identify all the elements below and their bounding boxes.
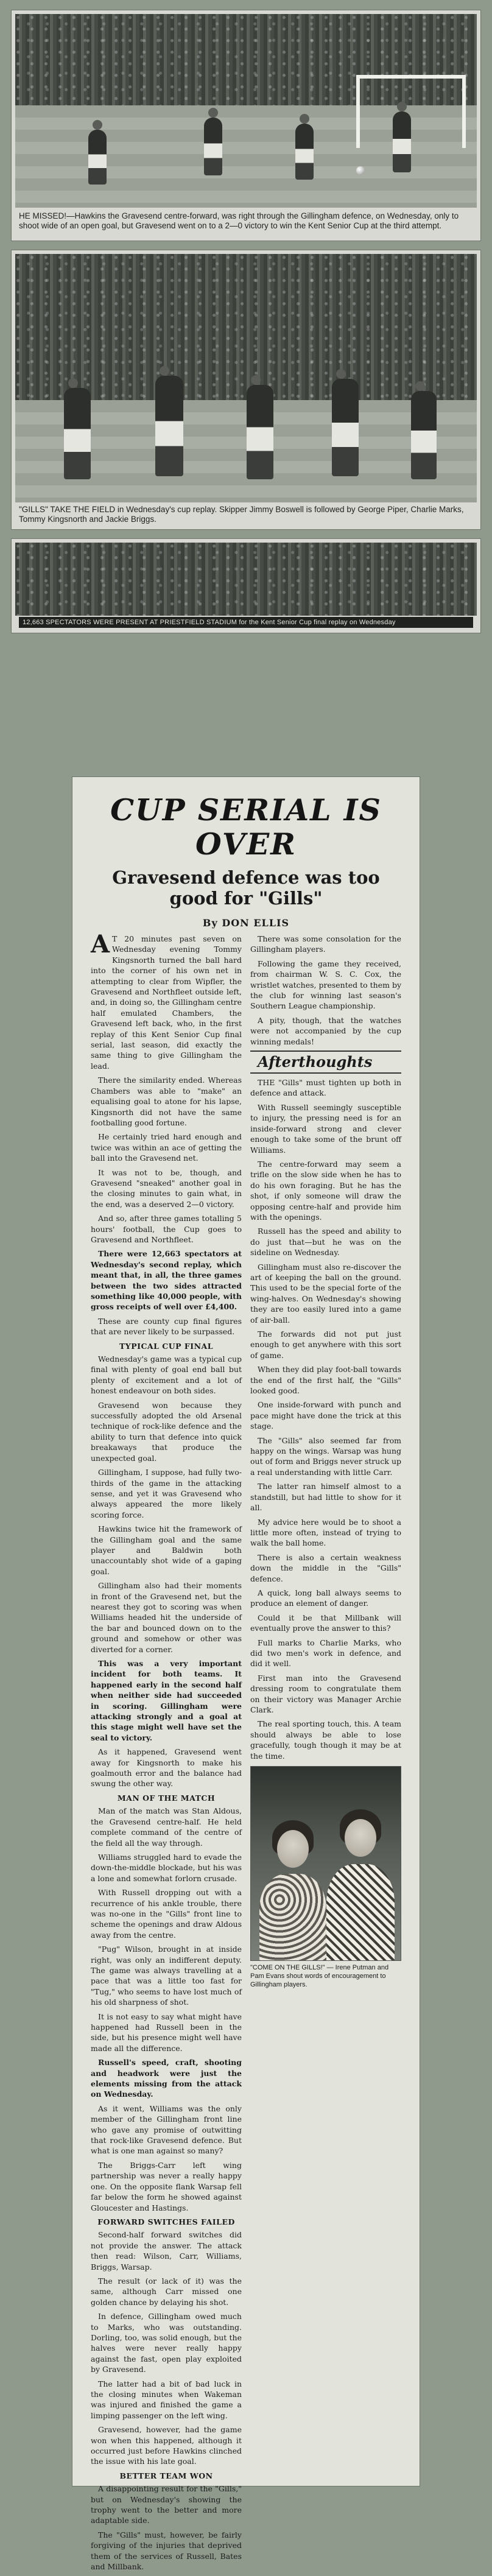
article-paragraph: Hawkins twice hit the framework of the Gillingham goal and the same player and Baldwin both unaccountably shot wide of a gaping goal.: [91, 1524, 242, 1576]
drop-cap: A: [91, 930, 110, 959]
spectators-photo: [15, 543, 477, 616]
photo-caption-1: HE MISSED!—Hawkins the Gravesend centre-forward, was right through the Gillingham defence, on Wednesday, only to shoot wide of an open goal, but Gravesend went on to a 2—0 victory to win the Kent Senior Cup at the third attempt.: [19, 211, 459, 230]
article: [72, 776, 420, 2572]
article-paragraph: Russell's speed, craft, shooting and headwork were just the elements missing from the attack on Wednesday.: [91, 2058, 242, 2099]
article-paragraph: With Russell seemingly susceptible to injury, the pressing need is for an inside-forward strong and clever enough to take some of the brunt off Williams.: [250, 1102, 401, 1155]
article-columns: [91, 930, 402, 2576]
article-paragraph: There were 12,663 spectators at Wednesday's second replay, which meant that, in all, the three games between the two sides attracted something like 40,000 people, with gross receipts of well over £4,400.: [91, 1249, 242, 1312]
article-paragraph: When they did play foot-ball towards the end of the first half, the "Gills" looked good.: [250, 1365, 401, 1396]
photo-card-2: [11, 250, 481, 530]
afterthoughts-heading: Afterthoughts: [250, 1050, 401, 1074]
article-paragraph: The real sporting touch, this. A team should always be able to lose gracefully, tough though it may be at the time.: [250, 1719, 401, 1761]
article-paragraph: The "Gills" also seemed far from happy on the wings. Warsap was hung out of form and Briggs never struck up a real understanding with little Carr.: [250, 1435, 401, 1477]
article-paragraph: It is not easy to say what might have happened had Russell been in the side, but his presence might well have made all the difference.: [91, 2011, 242, 2053]
article-paragraph: In defence, Gillingham owed much to Marks, who was outstanding. Dorling, too, was solid enough, but the halves were never really happy against the fast, open play exploited by Gravesend.: [91, 2312, 242, 2374]
supporters-photo-caption: "COME ON THE GILLS!" — Irene Putman and Pam Evans shout words of encouragement to Gillingham players.: [250, 1964, 389, 1989]
article-column-2: [250, 934, 401, 1989]
article-paragraph: There is also a certain weakness down the middle in the "Gills" defence.: [250, 1552, 401, 1583]
photo-caption-3: 12,663 SPECTATORS WERE PRESENT AT PRIESTFIELD STADIUM for the Kent Senior Cup final replay on Wednesday: [19, 617, 473, 628]
article-paragraph: These are county cup final figures that are never likely to be surpassed.: [91, 1316, 242, 1337]
team-take-field-photo: [15, 254, 477, 502]
article-paragraph: He certainly tried hard enough and twice was within an ace of getting the ball into the Gravesend net.: [91, 1132, 242, 1163]
article-paragraph: A disappointing result for the "Gills," but on Wednesday's showing the trophy went to the better and more adaptable side.: [91, 2484, 242, 2525]
article-paragraph: This was a very important incident for both teams. It happened early in the second half when neither side had succeeded in scoring. Gillingham were attacking strongly and a goal at this stage might well have set the seal to victory.: [91, 1659, 242, 1742]
photo-caption-2: "GILLS" TAKE THE FIELD in Wednesday's cup replay. Skipper Jimmy Boswell is followed by George Piper, Charlie Marks, Tommy Kingsnorth and Jackie Briggs.: [19, 505, 464, 524]
photo-card-1: [11, 10, 481, 241]
article-paragraph: One inside-forward with punch and pace might have done the trick at this stage.: [250, 1400, 401, 1431]
article-paragraph: Wednesday's game was a typical cup final with plenty of goal end ball but plenty of excitement and a lot of honest endeavour on both sides.: [91, 1354, 242, 1396]
article-paragraph: And so, after three games totalling 5 hours' football, the Cup goes to Gravesend and Northfleet.: [91, 1214, 242, 1244]
article-paragraph: Full marks to Charlie Marks, who did two men's work in defence, and did it well.: [250, 1638, 401, 1669]
article-paragraph: The centre-forward may seem a trifle on the slow side when he has to do his own foraging. But he has the shot, if only someone will draw the opposing centre-half and provide him with the openings.: [250, 1159, 401, 1222]
section-heading: MAN OF THE MATCH: [117, 1793, 216, 1803]
article-paragraph: It was not to be, though, and Gravesend "sneaked" another goal in the closing minutes to gain what, in the end, was a deserved 2—0 victory.: [91, 1167, 242, 1209]
article-paragraph: The forwards did not put just enough to get anywhere with this sort of game.: [250, 1329, 401, 1360]
article-paragraph: First man into the Gravesend dressing room to congratulate them on their victory was Manager Archie Clark.: [250, 1673, 401, 1714]
supporter-figure: [259, 1802, 326, 1960]
article-paragraph: The Briggs-Carr left wing partnership was never a really happy one. On the opposite flank Warsap fell far below the form he showed against Gloucester and Hastings.: [91, 2160, 242, 2212]
article-paragraph: With Russell dropping out with a recurrence of his ankle trouble, there was no-one in the "Gills" front line to scheme the openings and draw Aldous away from the centre.: [91, 1888, 242, 1940]
article-paragraph: A quick, long ball always seems to produce an element of danger.: [250, 1588, 401, 1608]
article-paragraph: THE "Gills" must tighten up both in defence and attack.: [250, 1078, 401, 1098]
article-paragraph: The result (or lack of it) was the same, although Carr missed one golden chance by delaying his shot.: [91, 2276, 242, 2307]
article-paragraph: The "Gills" must, however, be fairly forgiving of the injuries that deprived them of the services of Russell, Bates and Millbank.: [91, 2530, 242, 2572]
supporters-photo: [250, 1766, 401, 1961]
article-paragraph: Following the game they received, from chairman W. S. C. Cox, the wristlet watches, presented to them by the club for winning last season's Southern League championship.: [250, 959, 402, 1011]
article-paragraph: A pity, though, that the watches were not accompanied by the cup winning medals!: [250, 1015, 401, 1046]
headline: CUP SERIAL IS OVER: [110, 792, 382, 862]
article-paragraph: Gillingham, I suppose, had fully two-thirds of the game in the attacking sense, and yet it was Gravesend who always appeared the more likely scoring force.: [91, 1468, 242, 1519]
supporter-figure: [326, 1796, 395, 1960]
article-paragraph: "Pug" Wilson, brought in at inside right, was only an indifferent deputy. The game was always travelling at a pace that was a little too fast for "Tug," who seems to have lost much of his old sharpness of shot.: [91, 1944, 242, 2007]
byline: By DON ELLIS: [202, 917, 290, 929]
article-paragraph: Russell has the speed and ability to do just that—but he was on the sideline on Wednesday.: [250, 1226, 401, 1258]
article-paragraph: Williams struggled hard to evade the down-the-middle blockade, but his was a lone and somewhat forlorn crusade.: [91, 1852, 242, 1883]
article-paragraph: As it happened, Gravesend went away for Kingsnorth to make his goalmouth error and the balance had swung the other way.: [91, 1747, 242, 1789]
article-paragraph: Second-half forward switches did not provide the answer. The attack then read: Wilson, Carr, Williams, Briggs, Warsap.: [91, 2230, 242, 2272]
article-paragraph: Gravesend, however, had the game won when this happened, although it occurred just before Hawkins clinched the issue with his late goal.: [91, 2425, 242, 2466]
article-paragraph: A T 20 minutes past seven on Wednesday evening Tommy Kingsnorth turned the ball hard into the corner of his own net in attempting to clear from Wipfler, the Gravesend and Northfleet outside left, and, in doing so, the Gillingham centre half emulated Chambers, the Gravesend left back, who, in the first replay of this Kent Senior Cup final serial, last season, did exactly the same thing to give Gillingham the lead.: [91, 930, 242, 1071]
article-paragraph: Gravesend won because they successfully adopted the old Arsenal technique of rock-like defence and the ability to turn that defence into quick breakaways that produce the unexpected goal.: [91, 1400, 242, 1463]
match-photo-hawkins-miss: [15, 14, 477, 208]
article-paragraph: The latter ran himself almost to a standstill, but had little to show for it all.: [250, 1482, 401, 1513]
article-paragraph: Man of the match was Stan Aldous, the Gravesend centre-half. He held complete command of the centre of the field all the way through.: [91, 1806, 242, 1848]
article-column-1: [91, 930, 242, 2576]
section-heading: FORWARD SWITCHES FAILED: [97, 2217, 235, 2226]
article-paragraph: As it went, Williams was the only member of the Gillingham front line who gave any promise of outwitting that rock-like Gravesend defence. But what is one man against so many?: [91, 2103, 242, 2156]
photo-card-3: [11, 538, 481, 633]
section-heading: BETTER TEAM WON: [119, 2471, 213, 2480]
section-heading: TYPICAL CUP FINAL: [119, 1341, 213, 1351]
subheadline: Gravesend defence was too good for "Gills": [112, 867, 380, 909]
article-paragraph: Could it be that Millbank will eventually prove the answer to this?: [250, 1613, 401, 1633]
article-paragraph: There was some consolation for the Gillingham players.: [250, 934, 401, 954]
article-paragraph: The latter had a bit of bad luck in the closing minutes when Wakeman was injured and finished the game a limping passenger on the left wing.: [91, 2379, 242, 2420]
article-paragraph: Gillingham also had their moments in front of the Gravesend net, but the nearest they got to scoring was when Williams headed hit the underside of the bar and bounced down on to the ground and somehow or other was diverted for a corner.: [91, 1581, 242, 1654]
article-paragraph: My advice here would be to shoot a little more often, instead of trying to walk the ball home.: [250, 1517, 401, 1548]
article-paragraph: Gillingham must also re-discover the art of keeping the ball on the ground. This used to be the special forte of the wing-halves. On Wednesday's showing they are too easily lured into a game of air-ball.: [250, 1262, 401, 1325]
article-paragraph: There the similarity ended. Whereas Chambers was able to "make" an equalising goal to atone for his lapse, Kingsnorth did not have the same footballing good fortune.: [91, 1075, 242, 1127]
